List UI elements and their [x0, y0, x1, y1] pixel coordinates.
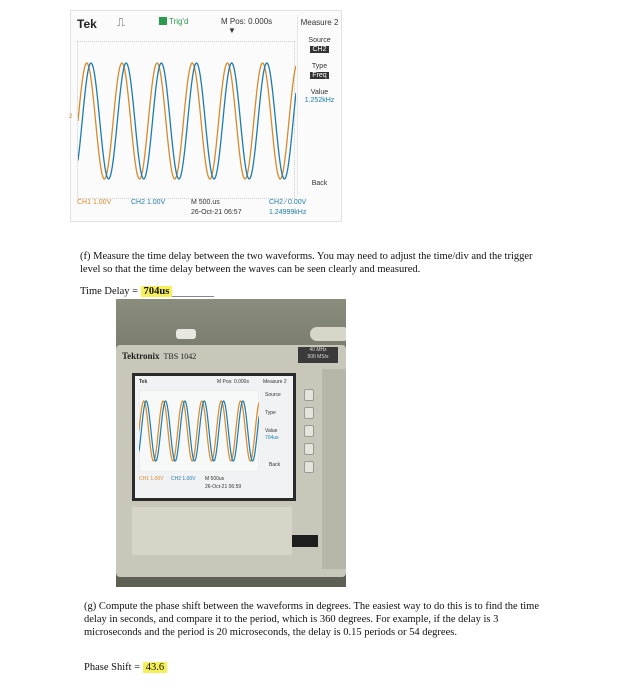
source-label[interactable]: Source [308, 37, 331, 44]
value-label: Value [310, 89, 329, 96]
phase-shift-answer[interactable]: 43.6 [143, 662, 167, 673]
oscilloscope-screenshot [70, 10, 342, 222]
measure-panel [297, 15, 341, 195]
photo-badge-bandwidth: 40 MHz [309, 347, 327, 353]
phase-shift-line [84, 662, 167, 673]
photo-spec-badge [298, 347, 338, 363]
photo-screen-value: 704us [265, 435, 279, 441]
timestamp: 26-Oct-21 06:57 [191, 209, 242, 216]
answer-underline [172, 296, 214, 297]
photo-side-button [304, 389, 314, 401]
photo-screen-timebase: M 500us [205, 476, 225, 482]
back-button[interactable]: Back [311, 180, 328, 187]
photo-screen-date: 26-Oct-21 06:59 [205, 484, 242, 490]
timebase: M 500.us [191, 199, 220, 206]
photo-model: TBS 1042 [163, 352, 197, 361]
time-delay-answer[interactable]: 704us [141, 286, 173, 297]
ch2-scale: CH2 1.00V [131, 199, 166, 206]
waveform-graticule [77, 41, 295, 199]
source-value[interactable]: CH2 [312, 46, 327, 53]
photo-waveform-display [139, 390, 259, 472]
scope-status-bar [71, 197, 343, 223]
photo-brand: Tektronix [122, 351, 160, 361]
photo-brand-label [122, 351, 196, 361]
trigger-status-text: Trig'd [169, 17, 189, 26]
measure-panel-title: Measure 2 [300, 18, 339, 27]
trigger-frequency: 1.24999kHz [269, 209, 307, 216]
photo-front-panel [132, 507, 292, 555]
question-g: (g) Compute the phase shift between the waveforms in degrees. The easiest way to do this is to find the time delay in seconds, and compare it to the period, which is 360 degrees. For example, if the delay is 3 microseconds and the period is 20 microseconds, the delay is 0.15 periods or 54 degrees. [84, 601, 539, 638]
photo-screen-brand: Tek [139, 379, 148, 385]
value-readout: 1.252kHz [304, 97, 335, 104]
ch2-waveform [78, 63, 296, 179]
photo-badge-samplerate: 500 MS/s [307, 354, 329, 360]
phase-shift-label: Phase Shift = [84, 662, 141, 673]
trigger-position-arrow-icon: ▼ [228, 26, 236, 35]
type-value[interactable]: Freq [312, 72, 327, 79]
trigger-edge-icon: ⎍ [117, 17, 125, 29]
question-f: (f) Measure the time delay between the two waveforms. You may need to adjust the time/div and the trigger level so that the time delay between the waves can be seen clearly and measured. [80, 251, 533, 275]
time-delay-line [80, 286, 214, 297]
trigger-status [159, 17, 188, 26]
scope-brand: Tek [77, 17, 97, 31]
type-label[interactable]: Type [311, 63, 328, 70]
oscilloscope-photo [116, 299, 346, 587]
photo-screen-mpos: M Pos: 0.000s [217, 379, 249, 385]
photo-screen-type-label: Type [265, 410, 276, 416]
m-pos-readout: M Pos: 0.000s [221, 17, 273, 26]
photo-screen-source-label: Source [265, 392, 281, 398]
ch1-ground-marker: 2 [69, 114, 73, 120]
photo-screen-value-label: Value [265, 428, 278, 434]
ch1-scale: CH1 1.00V [77, 199, 112, 206]
photo-knobs [310, 327, 346, 341]
photo-side-button [304, 425, 314, 437]
photo-side-button [304, 461, 314, 473]
photo-right-panel [322, 369, 346, 569]
photo-screen-ch1: CH1 1.00V [139, 476, 164, 482]
photo-side-button [304, 407, 314, 419]
photo-probe-port [292, 535, 318, 547]
time-delay-label: Time Delay = [80, 286, 139, 297]
waveform-display [78, 42, 296, 200]
trigger-status-icon [159, 17, 167, 25]
photo-scope-screen [132, 373, 296, 501]
photo-side-buttons [304, 389, 316, 479]
trigger-level: CH2 ⁄ 0.00V [269, 199, 307, 206]
photo-side-button [304, 443, 314, 455]
photo-screen-ch2: CH2 1.00V [171, 476, 196, 482]
ch1-waveform [78, 63, 296, 179]
photo-screen-title: Measure 2 [263, 379, 287, 385]
photo-cable [176, 329, 196, 339]
photo-screen-back: Back [269, 462, 281, 468]
